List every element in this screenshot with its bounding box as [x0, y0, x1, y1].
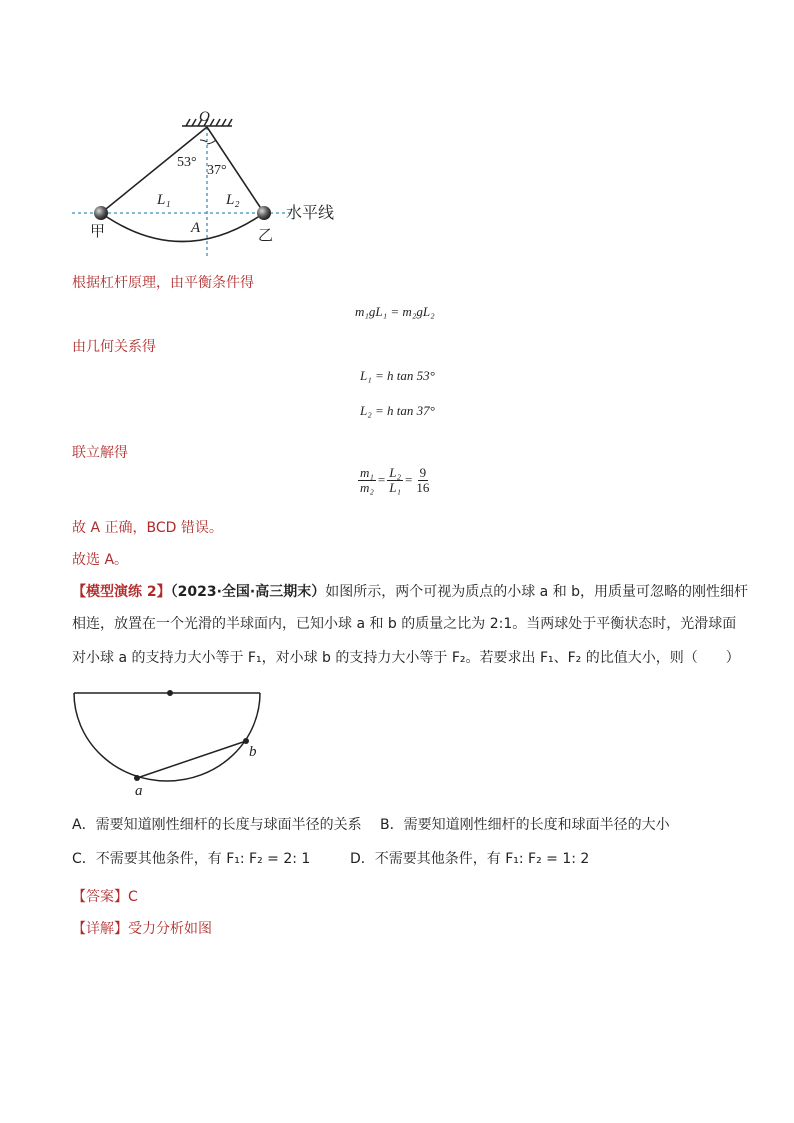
lever-principle-line: 根据杠杆原理，由平衡条件得	[72, 275, 254, 291]
fraction-mass	[358, 466, 376, 496]
fraction-length	[387, 466, 403, 496]
formula-ratio: $\frac{\text{m₁}}{\text{m₂}}$ = $\frac{\text{L₂}}{\text{L₁}}$ = $\frac{9}{16}$	[360, 465, 430, 496]
detail-line	[72, 918, 212, 938]
label-horizontal: 水平线	[286, 203, 335, 222]
option-d: D．不需要其他条件，有 F₁: F₂ = 1: 2	[350, 851, 590, 867]
angle-left-label: 53°	[177, 155, 197, 170]
answer-label: 【答案】	[72, 889, 128, 905]
conclusion-line: 故 A 正确，BCD 错误。	[72, 520, 223, 536]
formula-balance: m₁gL₁ = m₂gL₂	[355, 304, 435, 319]
lever-figure	[60, 100, 360, 270]
frac-16: 16	[416, 480, 430, 496]
frac-m1: m₁	[360, 465, 374, 480]
frac-9: 9	[419, 465, 427, 480]
label-a: A	[191, 220, 201, 236]
label-yi: 乙	[258, 226, 274, 244]
ball-yi	[257, 206, 271, 220]
arc	[101, 213, 264, 242]
angle-arc-right	[207, 140, 216, 144]
option-b: B．需要知道刚性细杆的长度和球面半径的大小	[380, 817, 670, 833]
combine-line: 联立解得	[72, 445, 128, 461]
choose-line: 故选 A。	[72, 552, 129, 568]
ball-a	[134, 775, 140, 781]
frac-l2: L₂	[389, 465, 402, 480]
formula-l1: L₁ = h tan 53°	[360, 368, 435, 383]
angle-right-label: 37°	[207, 163, 227, 178]
option-a: A．需要知道刚性细杆的长度与球面半径的关系	[72, 817, 362, 833]
detail-label: 【详解】	[72, 921, 128, 937]
question-line-2: 相连，放置在一个光滑的半球面内，已知小球 a 和 b 的质量之比为 2:1。当两球处于平衡状态时，光滑球面	[72, 616, 737, 632]
label-ball-a: a	[135, 783, 143, 799]
label-l1: L₁	[157, 192, 171, 208]
label-ball-b: b	[249, 744, 257, 760]
label-jia: 甲	[90, 222, 106, 240]
label-l2: L₂	[226, 192, 240, 208]
rod-left	[101, 127, 207, 213]
answer-line	[72, 886, 138, 906]
rigid-rod	[137, 741, 246, 778]
option-c: C．不需要其他条件，有 F₁: F₂ = 2: 1	[72, 851, 311, 867]
geometry-line: 由几何关系得	[72, 339, 156, 355]
question-line1-text: 如图所示，两个可视为质点的小球 a 和 b，用质量可忽略的刚性细杆	[325, 584, 749, 600]
center-point	[167, 690, 173, 696]
hemisphere-figure	[60, 682, 290, 800]
question-line-1	[72, 581, 748, 601]
label-o: O	[199, 109, 210, 125]
frac-l1: L₁	[389, 480, 402, 496]
question-source: （2023·全国·高三期末）	[170, 584, 326, 600]
ball-jia	[94, 206, 108, 220]
formula-l2: L₂ = h tan 37°	[360, 403, 435, 418]
frac-m2: m₂	[360, 480, 374, 496]
answer-value: C	[128, 889, 138, 905]
question-tag: 【模型演练 2】	[72, 584, 171, 600]
fraction-value	[414, 466, 431, 496]
angle-arc-left	[200, 140, 207, 142]
detail-text: 受力分析如图	[128, 921, 212, 937]
question-line-3: 对小球 a 的支持力大小等于 F₁，对小球 b 的支持力大小等于 F₂。若要求出 F₁、F₂ 的比值大小，则（ ）	[72, 650, 740, 666]
